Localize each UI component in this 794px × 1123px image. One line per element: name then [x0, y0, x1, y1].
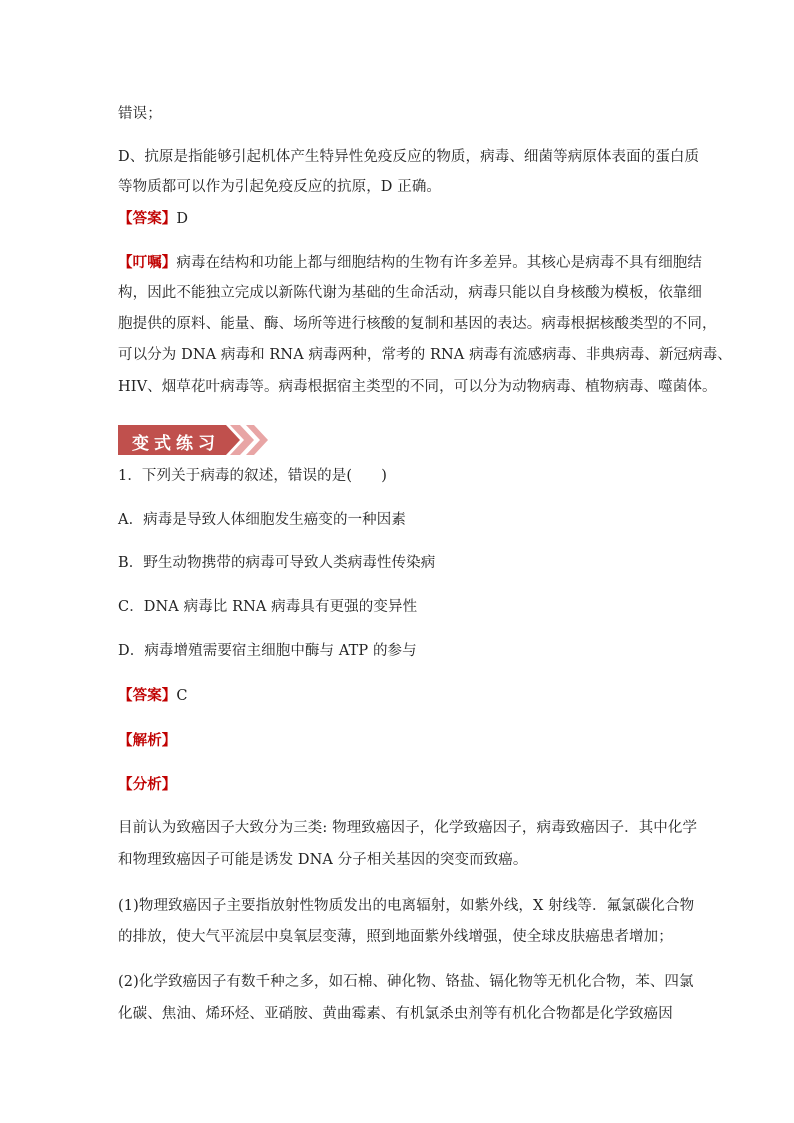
answer-line [118, 686, 188, 706]
tip-label: 【叮嘱】 [118, 254, 177, 271]
text-line: HIV、烟草花叶病毒等。病毒根据宿主类型的不同，可以分为动物病毒、植物病毒、噬菌体。 [118, 379, 717, 395]
tip-line [118, 253, 702, 273]
text-line: 胞提供的原料、能量、酶、场所等进行核酸的复制和基因的表达。病毒根据核酸类型的不同， [118, 316, 717, 332]
tip-text: 病毒在结构和功能上都与细胞结构的生物有许多差异。其核心是病毒不具有细胞结 [176, 255, 703, 271]
text-line: 目前认为致癌因子大致分为三类: 物理致癌因子，化学致癌因子，病毒致癌因子．其中化学 [118, 820, 698, 836]
fenxi-label: 【分析】 [118, 776, 177, 793]
text-line: 等物质都可以作为引起免疫反应的抗原，D 正确。 [118, 179, 442, 195]
answer-value: C [176, 688, 188, 704]
section-banner [118, 423, 278, 457]
answer-line [118, 209, 188, 229]
text-line: D、抗原是指能够引起机体产生特异性免疫反应的物质，病毒、细菌等病原体表面的蛋白质 [118, 149, 700, 165]
answer-label: 【答案】 [118, 687, 177, 704]
option-c: C．DNA 病毒比 RNA 病毒具有更强的变异性 [118, 599, 418, 615]
text-line: 错误； [118, 106, 162, 122]
text-line: (1)物理致癌因子主要指放射性物质发出的电离辐射，如紫外线，X 射线等．氟氯碳化合物 [118, 898, 695, 914]
text-line: 化碳、焦油、烯环烃、亚硝胺、黄曲霉素、有机氯杀虫剂等有机化合物都是化学致癌因 [118, 1006, 673, 1022]
text-line: 和物理致癌因子可能是诱发 DNA 分子相关基因的突变而致癌。 [118, 852, 528, 868]
analysis-label: 【解析】 [118, 732, 177, 749]
answer-value: D [176, 211, 189, 227]
answer-label: 【答案】 [118, 210, 177, 227]
text-line: 可以分为 DNA 病毒和 RNA 病毒两种，常考的 RNA 病毒有流感病毒、非典病毒、新冠病毒、 [118, 347, 732, 363]
option-b: B．野生动物携带的病毒可导致人类病毒性传染病 [118, 555, 436, 571]
text-line: (2)化学致癌因子有数千种之多，如石棉、砷化物、铬盐、镉化物等无机化合物，苯、四氯 [118, 974, 694, 990]
text-line: 的排放，使大气平流层中臭氧层变薄，照到地面紫外线增强，使全球皮肤癌患者增加； [118, 929, 673, 945]
banner-title: 变式练习 [132, 434, 220, 454]
option-d: D．病毒增殖需要宿主细胞中酶与 ATP 的参与 [118, 643, 417, 659]
option-a: A．病毒是导致人体细胞发生癌变的一种因素 [118, 512, 406, 528]
question-text: 1．下列关于病毒的叙述，错误的是( ) [118, 468, 388, 484]
text-line: 构，因此不能独立完成以新陈代谢为基础的生命活动，病毒只能以自身核酸为模板，依靠细 [118, 285, 702, 301]
